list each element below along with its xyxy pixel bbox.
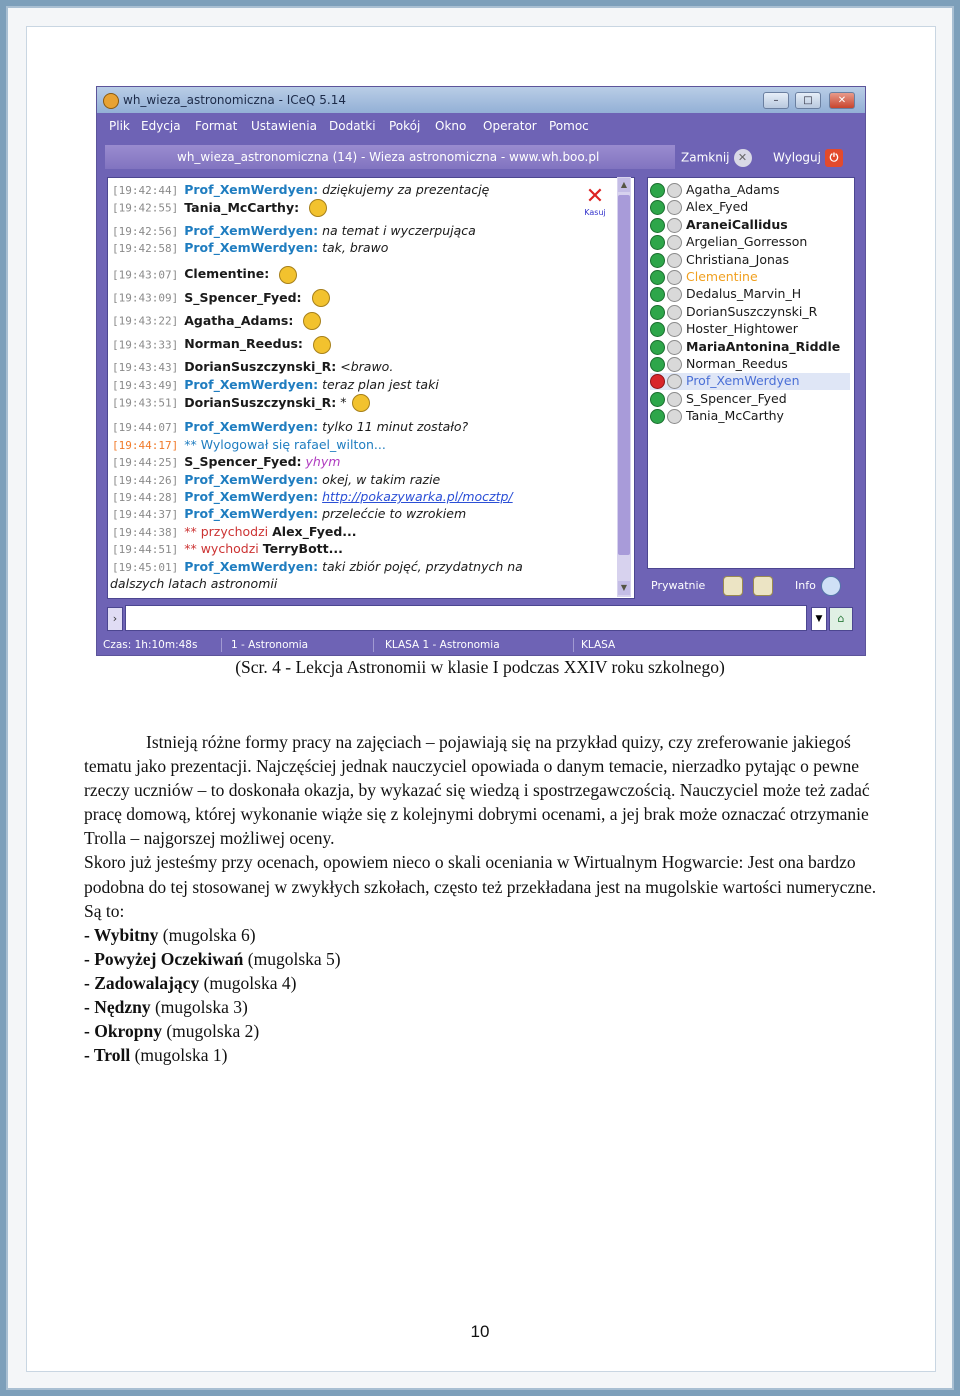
user-list-item[interactable] bbox=[650, 339, 850, 356]
user-actions-bar bbox=[647, 572, 853, 600]
history-dropdown-icon[interactable]: ▼ bbox=[811, 607, 827, 631]
chat-message: ** przychodzi bbox=[184, 523, 273, 539]
chat-nick[interactable]: Prof_XemWerdyen: bbox=[184, 182, 319, 197]
chat-message: taki zbiór pojęć, przydatnych na bbox=[322, 558, 523, 574]
grade-item bbox=[84, 995, 884, 1019]
grade-prefix: - bbox=[84, 997, 95, 1018]
chat-line bbox=[112, 454, 340, 471]
paragraph-1: Istnieją różne formy pracy na zajęciach – pojawiają się na przykład quizy, czy zreferowanie jakiegoś tematu jako prezentacji. Najczęściej jednak nauczyciel opowiada o danym temacie, nierzadko pytając o pewne rzeczy uczniów – to doskonała okazja, by wykazać się wiedzą i spostrzegawczością. Nauczyciel może też zadać pracę domową, której wykonanie wiąże się z kolejnymi dobrymi ocenami, a jej brak może oznaczać otrzymanie Trolla – najgorszej możliwej oceny. bbox=[84, 732, 870, 849]
clear-chat-button[interactable] bbox=[578, 186, 612, 220]
chat-nick[interactable]: Prof_XemWerdyen: bbox=[184, 222, 319, 238]
chat-timestamp: [19:45:01] bbox=[112, 560, 179, 574]
grade-prefix: - bbox=[84, 1021, 95, 1042]
chat-line bbox=[112, 394, 370, 411]
grade-prefix: - bbox=[84, 972, 95, 993]
chat-nick[interactable]: DorianSuszczynski_R: bbox=[184, 359, 337, 375]
figure-caption: (Scr. 4 - Lekcja Astronomii w klasie I podczas XXIV roku szkolnego) bbox=[235, 657, 725, 677]
chat-timestamp: [19:44:37] bbox=[112, 508, 179, 522]
chat-timestamp: [19:44:07] bbox=[112, 421, 179, 435]
status-dot-icon bbox=[650, 235, 665, 250]
chat-timestamp: [19:42:58] bbox=[112, 242, 179, 256]
user-name: DorianSuszczynski_R bbox=[686, 303, 818, 319]
chat-nick[interactable]: S_Spencer_Fyed: bbox=[184, 454, 302, 470]
user-name: S_Spencer_Fyed bbox=[686, 390, 787, 406]
chat-message: okej, w takim razie bbox=[322, 471, 441, 487]
menu-item[interactable]: Format bbox=[195, 119, 238, 133]
chat-timestamp: [19:42:55] bbox=[112, 201, 179, 215]
grade-item bbox=[84, 1019, 884, 1043]
status-dot-icon bbox=[650, 287, 665, 302]
chat-timestamp: [19:43:09] bbox=[112, 291, 179, 305]
grade-item bbox=[84, 1043, 884, 1067]
grade-item bbox=[84, 947, 884, 971]
user-name: Alex_Fyed bbox=[686, 199, 749, 215]
chat-nick[interactable]: Prof_XemWerdyen: bbox=[184, 506, 319, 522]
user-list-item[interactable] bbox=[650, 252, 850, 269]
paragraph-2: Skoro już jesteśmy przy ocenach, opowiem nieco o skali oceniania w Wirtualnym Hogwarcie: Jest ona bardzo podobna do tej stosowanej w zwykłych szkołach, często też przekładana jest na mugolskie wartości numeryczne. Są to: bbox=[84, 852, 877, 921]
chat-timestamp: [19:44:25] bbox=[112, 456, 179, 470]
user-face-icon bbox=[667, 253, 682, 268]
chat-message: dziękujemy za prezentację bbox=[322, 182, 490, 197]
logout-label: Wyloguj bbox=[773, 150, 821, 165]
grade-prefix: - bbox=[84, 1045, 94, 1066]
app-icon bbox=[103, 93, 119, 109]
chat-timestamp: [19:44:51] bbox=[112, 543, 179, 557]
grade-value: (mugolska 3) bbox=[150, 997, 248, 1018]
grade-item bbox=[84, 971, 884, 995]
chat-message: na temat i wyczerpująca bbox=[322, 222, 476, 238]
menu-item[interactable]: Plik bbox=[109, 119, 130, 133]
status-dot-icon bbox=[650, 183, 665, 198]
status-dot-icon bbox=[650, 357, 665, 372]
user-list-item[interactable] bbox=[650, 269, 850, 286]
chat-line bbox=[112, 437, 386, 454]
chat-message: ** wychodzi bbox=[184, 541, 263, 557]
chat-log[interactable] bbox=[107, 177, 635, 599]
chat-line bbox=[112, 472, 440, 489]
user-name: Agatha_Adams bbox=[686, 182, 780, 197]
user-name: Christiana_Jonas bbox=[686, 251, 790, 267]
user-list-item[interactable] bbox=[650, 234, 850, 251]
user-face-icon bbox=[667, 322, 682, 337]
close-room-label: Zamknij bbox=[681, 150, 730, 165]
status-separator bbox=[373, 638, 374, 652]
scroll-down-icon[interactable]: ▼ bbox=[618, 581, 630, 595]
chat-line bbox=[112, 359, 393, 376]
chat-link[interactable]: http://pokazywarka.pl/mocztp/ bbox=[322, 489, 513, 504]
chat-line bbox=[112, 199, 327, 216]
chat-nick[interactable]: Prof_XemWerdyen: bbox=[184, 471, 319, 487]
user-list[interactable] bbox=[647, 177, 855, 569]
user-face-icon bbox=[667, 409, 682, 424]
chat-message: teraz plan jest taki bbox=[322, 376, 439, 392]
status-dot-icon bbox=[650, 200, 665, 215]
user-face-icon bbox=[667, 235, 682, 250]
chat-line bbox=[112, 506, 466, 523]
chat-line bbox=[112, 524, 357, 541]
chat-line bbox=[112, 419, 468, 436]
status-dot-icon bbox=[650, 392, 665, 407]
emoticon-icon bbox=[309, 199, 327, 217]
user-list-item[interactable] bbox=[650, 286, 850, 303]
user-list-item[interactable] bbox=[650, 321, 850, 338]
chat-nick[interactable]: Prof_XemWerdyen: bbox=[184, 240, 319, 256]
status-separator bbox=[573, 638, 574, 652]
chat-line bbox=[112, 182, 489, 199]
menu-item[interactable]: Edycja bbox=[141, 119, 181, 133]
chat-nick[interactable]: S_Spencer_Fyed: bbox=[184, 289, 302, 305]
send-icon[interactable]: ⌂ bbox=[829, 607, 853, 631]
status-dot-icon bbox=[650, 305, 665, 320]
power-icon: ⏻ bbox=[825, 149, 843, 167]
chat-line bbox=[112, 312, 321, 329]
user-list-item[interactable] bbox=[650, 217, 850, 234]
close-circle-icon: ✕ bbox=[734, 149, 752, 167]
chat-nick[interactable]: Norman_Reedus: bbox=[184, 336, 303, 352]
grade-name: Okropny bbox=[94, 1021, 162, 1042]
grade-list bbox=[84, 923, 884, 1068]
user-face-icon bbox=[667, 270, 682, 285]
chat-line bbox=[112, 266, 297, 283]
chat-message: tak, brawo bbox=[322, 240, 389, 256]
grade-value: (mugolska 1) bbox=[130, 1045, 228, 1066]
emoticon-icon bbox=[303, 312, 321, 330]
message-input[interactable] bbox=[125, 605, 807, 631]
user-list-item[interactable] bbox=[650, 408, 850, 425]
room-title-bar bbox=[105, 145, 675, 169]
scroll-up-icon[interactable]: ▲ bbox=[618, 178, 630, 192]
chat-message: tylko 11 minut zostało? bbox=[322, 419, 469, 435]
user-name: Dedalus_Marvin_H bbox=[686, 286, 802, 302]
user-face-icon bbox=[667, 357, 682, 372]
user-name: Clementine bbox=[686, 269, 758, 284]
room-title: wh_wieza_astronomiczna (14) - Wieza astronomiczna - www.wh.boo.pl bbox=[177, 150, 600, 164]
chat-line bbox=[112, 541, 343, 558]
chat-scrollbar[interactable] bbox=[617, 177, 631, 597]
chat-timestamp: [19:42:44] bbox=[112, 184, 179, 197]
user-name: Hoster_Hightower bbox=[686, 321, 798, 337]
user-face-icon bbox=[667, 218, 682, 233]
chat-message: <brawo. bbox=[340, 359, 394, 375]
chat-timestamp: [19:44:17] bbox=[112, 438, 179, 452]
chat-line bbox=[112, 223, 476, 240]
user-face-icon bbox=[667, 305, 682, 320]
grade-item bbox=[84, 923, 884, 947]
status-dot-icon bbox=[650, 374, 665, 389]
user-list-item[interactable] bbox=[650, 391, 850, 408]
menu-item[interactable]: Dodatki bbox=[329, 119, 376, 133]
close-window-button[interactable]: ✕ bbox=[829, 92, 855, 109]
user-name: MariaAntonina_Riddle bbox=[686, 338, 841, 354]
page-number: 10 bbox=[470, 1322, 490, 1341]
message-input-row bbox=[107, 605, 857, 633]
user-name: Norman_Reedus bbox=[686, 356, 788, 371]
chat-message-nick: Alex_Fyed... bbox=[272, 523, 357, 539]
chat-nick[interactable]: Prof_XemWerdyen: bbox=[184, 419, 319, 435]
minimize-button[interactable]: – bbox=[763, 92, 789, 109]
user-face-icon bbox=[667, 392, 682, 407]
info-button[interactable]: Info bbox=[795, 579, 816, 592]
user-name: Argelian_Gorresson bbox=[686, 234, 808, 250]
chat-nick[interactable]: Prof_XemWerdyen: bbox=[184, 489, 319, 504]
chat-line bbox=[112, 289, 330, 306]
status-label: KLASA bbox=[581, 639, 616, 651]
menu-item[interactable]: Pokój bbox=[389, 119, 421, 133]
thumbs-down-icon[interactable] bbox=[753, 576, 773, 596]
chat-line bbox=[112, 489, 513, 506]
chat-nick[interactable]: Prof_XemWerdyen: bbox=[184, 376, 319, 392]
chat-message: * bbox=[340, 394, 347, 410]
chat-timestamp: [19:43:51] bbox=[112, 396, 179, 410]
chat-timestamp: [19:44:28] bbox=[112, 491, 179, 504]
body-text bbox=[84, 730, 884, 1067]
chat-timestamp: [19:44:26] bbox=[112, 473, 179, 487]
user-list-item[interactable] bbox=[650, 304, 850, 321]
grade-name: Troll bbox=[93, 1045, 131, 1066]
menu-item[interactable]: Okno bbox=[435, 119, 467, 133]
status-channel: 1 - Astronomia bbox=[231, 639, 309, 651]
chat-timestamp: [19:44:38] bbox=[112, 525, 179, 539]
user-name: Prof_XemWerdyen bbox=[686, 373, 800, 389]
clear-x-icon: ✕ bbox=[585, 184, 605, 209]
window-title: wh_wieza_astronomiczna - ICeQ 5.14 bbox=[123, 93, 346, 107]
chat-timestamp: [19:42:56] bbox=[112, 224, 179, 238]
logout-button[interactable] bbox=[773, 149, 843, 167]
chat-line bbox=[112, 377, 439, 394]
status-time: Czas: 1h:10m:48s bbox=[103, 639, 198, 651]
chat-message-nick: TerryBott... bbox=[262, 541, 343, 557]
expand-arrow-icon[interactable]: › bbox=[107, 607, 123, 631]
status-bar bbox=[97, 635, 865, 655]
chat-message: dalszych latach astronomii bbox=[110, 576, 278, 591]
chat-timestamp: [19:43:49] bbox=[112, 378, 179, 392]
grade-name: Nędzny bbox=[94, 997, 151, 1018]
chat-line bbox=[112, 240, 388, 257]
chat-nick[interactable]: Agatha_Adams: bbox=[184, 312, 294, 328]
help-icon[interactable] bbox=[821, 576, 841, 596]
menu-item[interactable]: Operator bbox=[483, 119, 537, 133]
scroll-thumb[interactable] bbox=[618, 195, 630, 555]
chat-timestamp: [19:43:33] bbox=[112, 338, 179, 352]
status-separator bbox=[221, 638, 222, 652]
user-list-item[interactable] bbox=[650, 356, 850, 373]
chat-nick[interactable]: DorianSuszczynski_R: bbox=[184, 394, 337, 410]
user-face-icon bbox=[667, 183, 682, 198]
chat-nick[interactable]: Tania_McCarthy: bbox=[184, 199, 300, 215]
chat-nick[interactable]: Prof_XemWerdyen: bbox=[184, 558, 319, 574]
user-face-icon bbox=[667, 287, 682, 302]
emoticon-icon bbox=[313, 336, 331, 354]
status-dot-icon bbox=[650, 218, 665, 233]
emoticon-icon bbox=[352, 394, 370, 412]
grade-value: (mugolska 6) bbox=[158, 924, 256, 945]
user-list-item[interactable] bbox=[650, 373, 850, 390]
user-list-item[interactable] bbox=[650, 199, 850, 216]
chat-timestamp: [19:43:22] bbox=[112, 314, 179, 328]
user-name: Tania_McCarthy bbox=[686, 408, 784, 424]
chat-line bbox=[112, 559, 523, 576]
user-face-icon bbox=[667, 200, 682, 215]
status-dot-icon bbox=[650, 409, 665, 424]
grade-name: Zadowalający bbox=[94, 972, 200, 993]
user-list-item[interactable] bbox=[650, 182, 850, 199]
chat-line bbox=[112, 336, 331, 353]
chat-message: ** Wylogował się rafael_wilton... bbox=[184, 436, 386, 452]
iceq-window-screenshot bbox=[96, 86, 866, 656]
clear-chat-label: Kasuj bbox=[584, 208, 606, 217]
emoticon-icon bbox=[312, 289, 330, 307]
chat-timestamp: [19:43:07] bbox=[112, 268, 179, 282]
emoticon-icon bbox=[279, 266, 297, 284]
menu-bar bbox=[97, 113, 865, 137]
menu-item[interactable]: Ustawienia bbox=[251, 119, 317, 133]
thumbs-up-icon[interactable] bbox=[723, 576, 743, 596]
chat-line bbox=[110, 576, 277, 593]
close-room-button[interactable] bbox=[681, 149, 752, 167]
grade-value: (mugolska 5) bbox=[243, 948, 341, 969]
menu-item[interactable]: Pomoc bbox=[549, 119, 589, 133]
status-dot-icon bbox=[650, 270, 665, 285]
grade-name: Powyżej Oczekiwań bbox=[94, 948, 244, 969]
window-titlebar bbox=[97, 87, 865, 113]
user-face-icon bbox=[667, 340, 682, 355]
chat-timestamp: [19:43:43] bbox=[112, 361, 179, 375]
grade-value: (mugolska 2) bbox=[161, 1021, 260, 1042]
chat-message: yhym bbox=[305, 454, 341, 470]
chat-message: przelećcie to wzrokiem bbox=[322, 506, 467, 522]
status-dot-icon bbox=[650, 253, 665, 268]
maximize-button[interactable]: □ bbox=[795, 92, 821, 109]
status-dot-icon bbox=[650, 340, 665, 355]
user-face-icon bbox=[667, 374, 682, 389]
status-dot-icon bbox=[650, 322, 665, 337]
chat-nick[interactable]: Clementine: bbox=[184, 266, 270, 282]
grade-prefix: - bbox=[84, 924, 94, 945]
grade-prefix: - bbox=[84, 948, 95, 969]
status-class: KLASA 1 - Astronomia bbox=[385, 639, 500, 651]
grade-value: (mugolska 4) bbox=[199, 972, 297, 993]
user-name: AraneiCallidus bbox=[686, 216, 788, 232]
grade-name: Wybitny bbox=[93, 924, 159, 945]
private-button[interactable]: Prywatnie bbox=[651, 579, 706, 592]
